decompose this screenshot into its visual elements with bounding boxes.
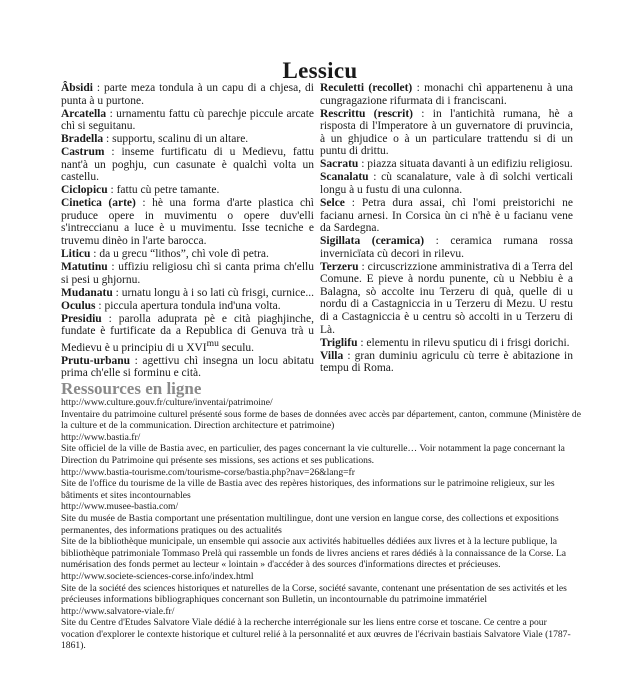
glossary-term: Reculetti (recollet) (320, 82, 413, 94)
glossary-term: Villa (320, 349, 344, 362)
resources-list (61, 397, 581, 652)
glossary-term: Oculus (61, 299, 96, 312)
glossary-term: Cinetica (arte) (61, 197, 136, 210)
glossary-definition: : piccula apertura tondula ind'una volta. (95, 299, 281, 312)
glossary-entry (61, 108, 314, 133)
glossary-definition: : urnamentu fattu cù parechje piccule arcate chì si seguitanu. (61, 107, 314, 133)
glossary-definition: : fattu cù petre tamante. (107, 184, 220, 197)
glossary-term: Mudanatu (61, 286, 113, 299)
glossary-definition: : elementu in rilevu sputicu di i frisgi dorichi. (357, 336, 570, 349)
glossary-term: Sigillata (ceramica) (320, 235, 425, 248)
resource-link[interactable]: http://www.musee-bastia.com/ (61, 501, 179, 513)
glossary-entry (61, 248, 314, 261)
glossary-term: Terzeru (320, 260, 359, 273)
glossary-term: Triglifu (320, 336, 358, 349)
glossary-definition: : da u grecu “lithos”, chì vole dì petra. (90, 248, 269, 261)
resource-link[interactable]: http://www.bastia-tourisme.com/tourisme-corse/bastia.php?nav=26&lang=fr (61, 466, 355, 478)
resource-description: Site de la bibliothèque municipale, un ensemble qui associe aux activités habituelles dédiées aux livres et à la lecture publique, la bibliothèque patrimoniale Tommaso Prelà qui rassemble un fonds de livres anciens et rares dédiés à la connaissance de la Corse. La numérisation des fonds permet au lecteur « lointain » d'accéder à des sources d'informations directes et précieuses. (61, 536, 567, 571)
resource-description: Inventaire du patrimoine culturel présenté sous forme de bases de données avec accès par département, canton, commune (Ministère de la culture et de la communication. Direction architecture et patrimoine) (61, 408, 581, 432)
glossary-entry (61, 300, 314, 313)
glossary-term: Rescrittu (rescrit) (320, 107, 413, 120)
resources-heading: Ressources en ligne (61, 379, 202, 398)
glossary-definition: : agettivu chì insegna un locu abitatu prima ch'elle si forminu e cità. (61, 354, 314, 380)
glossary-term: Ȃbsidi (61, 82, 93, 94)
glossary-definition: : gran duminiu agriculu cù terre è abitazione in tempu di Roma. (320, 349, 573, 375)
glossary-term: Sacratu (320, 158, 359, 171)
resource-description: Site de la société des sciences historiques et naturelles de la Corse, société savante, contenant une présentation de ses activités et les précieuses informations bibliographiques concernant son Bulletin, un incontournable du patrimoine immatériel (61, 582, 567, 606)
glossary-definition: : ceramica rumana rossa invernicïata cù decori in rilevu. (320, 235, 573, 260)
resource-link[interactable]: http://www.culture.gouv.fr/culture/inventai/patrimoine/ (61, 397, 273, 408)
glossary-definition: : Petra dura assai, chì l'omi preistorichi ne facianu arnesi. In Corsica ùn ci n'hè è u facianu vene da Sardegna. (320, 196, 573, 235)
glossary-term: Ciclopicu (61, 184, 108, 197)
glossary-definition: : hè una forma d'arte plastica chì pruduce opere in muvimentu o opere duv'elli s'intreccianu a luce è u muvimentu. Isse tecniche e truvemu dinèo in l'arte barocca. (61, 197, 315, 248)
resource-description: Site du Centre d'Etudes Salvatore Viale dédié à la recherche interrégionale sur les liens entre corse et toscane. Ce centre a pour vocation d'explorer le contexte historique et culturel relié à la personnalité et aux œuvres de l'écrivain bastiais Salvatore Viale (1787-1861). (61, 617, 571, 652)
glossary-entry (61, 133, 314, 146)
glossary-entry (320, 82, 573, 107)
glossary-entry (320, 261, 573, 337)
glossary-entry (320, 350, 573, 375)
glossary-entry (320, 235, 573, 260)
glossary-entry (320, 158, 573, 171)
glossary-definition: : supportu, scalinu di un altare. (103, 133, 249, 146)
glossary-definition: : uffiziu religiosu chì si canta prima ch'ellu si pesi u ghjornu. (61, 261, 314, 286)
glossary-term: Bradella (61, 133, 104, 146)
page-title: Lessicu (282, 58, 358, 83)
resource-link[interactable]: http://www.bastia.fr/ (61, 431, 141, 443)
glossary-left-column (61, 82, 314, 380)
glossary-entry (61, 184, 314, 197)
glossary-entry (61, 261, 314, 286)
glossary-entry (61, 82, 314, 107)
resource-description: Site du musée de Bastia comportant une présentation multilingue, dont une version en langue corse, des collections et expositions permanentes, des informations pratiques ou des actualités (61, 512, 559, 536)
resource-link[interactable]: http://www.salvatore-viale.fr/ (61, 605, 175, 617)
glossary-right-column (320, 82, 573, 375)
glossary-definition: : cù scanalature, vale à dì solchi verticali longu à u fustu di una culonna. (320, 171, 573, 196)
glossary-definition: : circuscrizzione amministrativa di a Terra del Comune. E pieve à nordu punente, cù u Nebbiu è a Balagna, sò accolte inu Terzeru di quà, quelle di u nordu di a Castagniccia in u Terzeru di Mezu. U restu di a Castagniccia è u centru sò accolti in u Terzeru di Là. (320, 260, 573, 336)
glossary-term: Presidiu (61, 312, 102, 325)
glossary-definition: : piazza situata davanti à un edifiziu religiosu. (358, 158, 573, 171)
glossary-entry (320, 108, 573, 158)
glossary-entry (61, 146, 314, 184)
glossary-term: Castrum (61, 146, 105, 159)
glossary-term: Liticu (61, 248, 91, 261)
resource-link[interactable]: http://www.societe-sciences-corse.info/index.html (61, 570, 254, 582)
glossary-term: Matutinu (61, 261, 108, 274)
glossary-entry (320, 171, 573, 196)
glossary-term: Prutu-urbanu (61, 354, 131, 367)
resource-description: Site officiel de la ville de Bastia avec, en particulier, des pages concernant la vie culturelle… Voir notamment la page concernant la Direction du Patrimoine qui présente ses missions, ses actions et ses publications. (61, 443, 565, 466)
glossary-definition: : parte meza tondula à un capu di a chjesa, di punta à u purtone. (61, 82, 314, 107)
glossary-term: Selce (320, 196, 345, 209)
glossary-term: Scanalatu (320, 171, 369, 184)
glossary-entry (320, 197, 573, 235)
glossary-entry (61, 355, 314, 380)
glossary-definition: : monachi chì appartenenu à una cungragazione rifurmata di i franciscani. (320, 82, 574, 107)
glossary-entry (61, 313, 314, 355)
resource-description: Site de l'office du tourisme de la ville de Bastia avec des repères historiques, des informations sur le patrimoine religieux, sur les bâtiments et sites incontournables (61, 478, 555, 501)
glossary-entry (61, 287, 314, 300)
glossary-entry (320, 337, 573, 350)
glossary-definition: : parolla aduprata pè e cità piaghjinche, fundate è furtificate da a Republica di Genuva trà u Medievu è u principiu di u $XVI^{mu}$ seculu. (61, 312, 314, 354)
glossary-definition: : in l'antichità rumana, hè a risposta di l'Imperatore à un guvernatore di pruvincia, à un ghjudice o à un particulare trattendu si di un puntu di drittu. (320, 107, 573, 158)
glossary-entry (61, 197, 314, 247)
glossary-definition: : urnatu longu à i so lati cù frisgi, curnice... (112, 286, 314, 299)
glossary-term: Arcatella (61, 107, 107, 120)
glossary-definition: : inseme furtificatu di u Medievu, fattu nant'à un poghju, cun casunate è qualchì volta un castellu. (61, 146, 314, 184)
